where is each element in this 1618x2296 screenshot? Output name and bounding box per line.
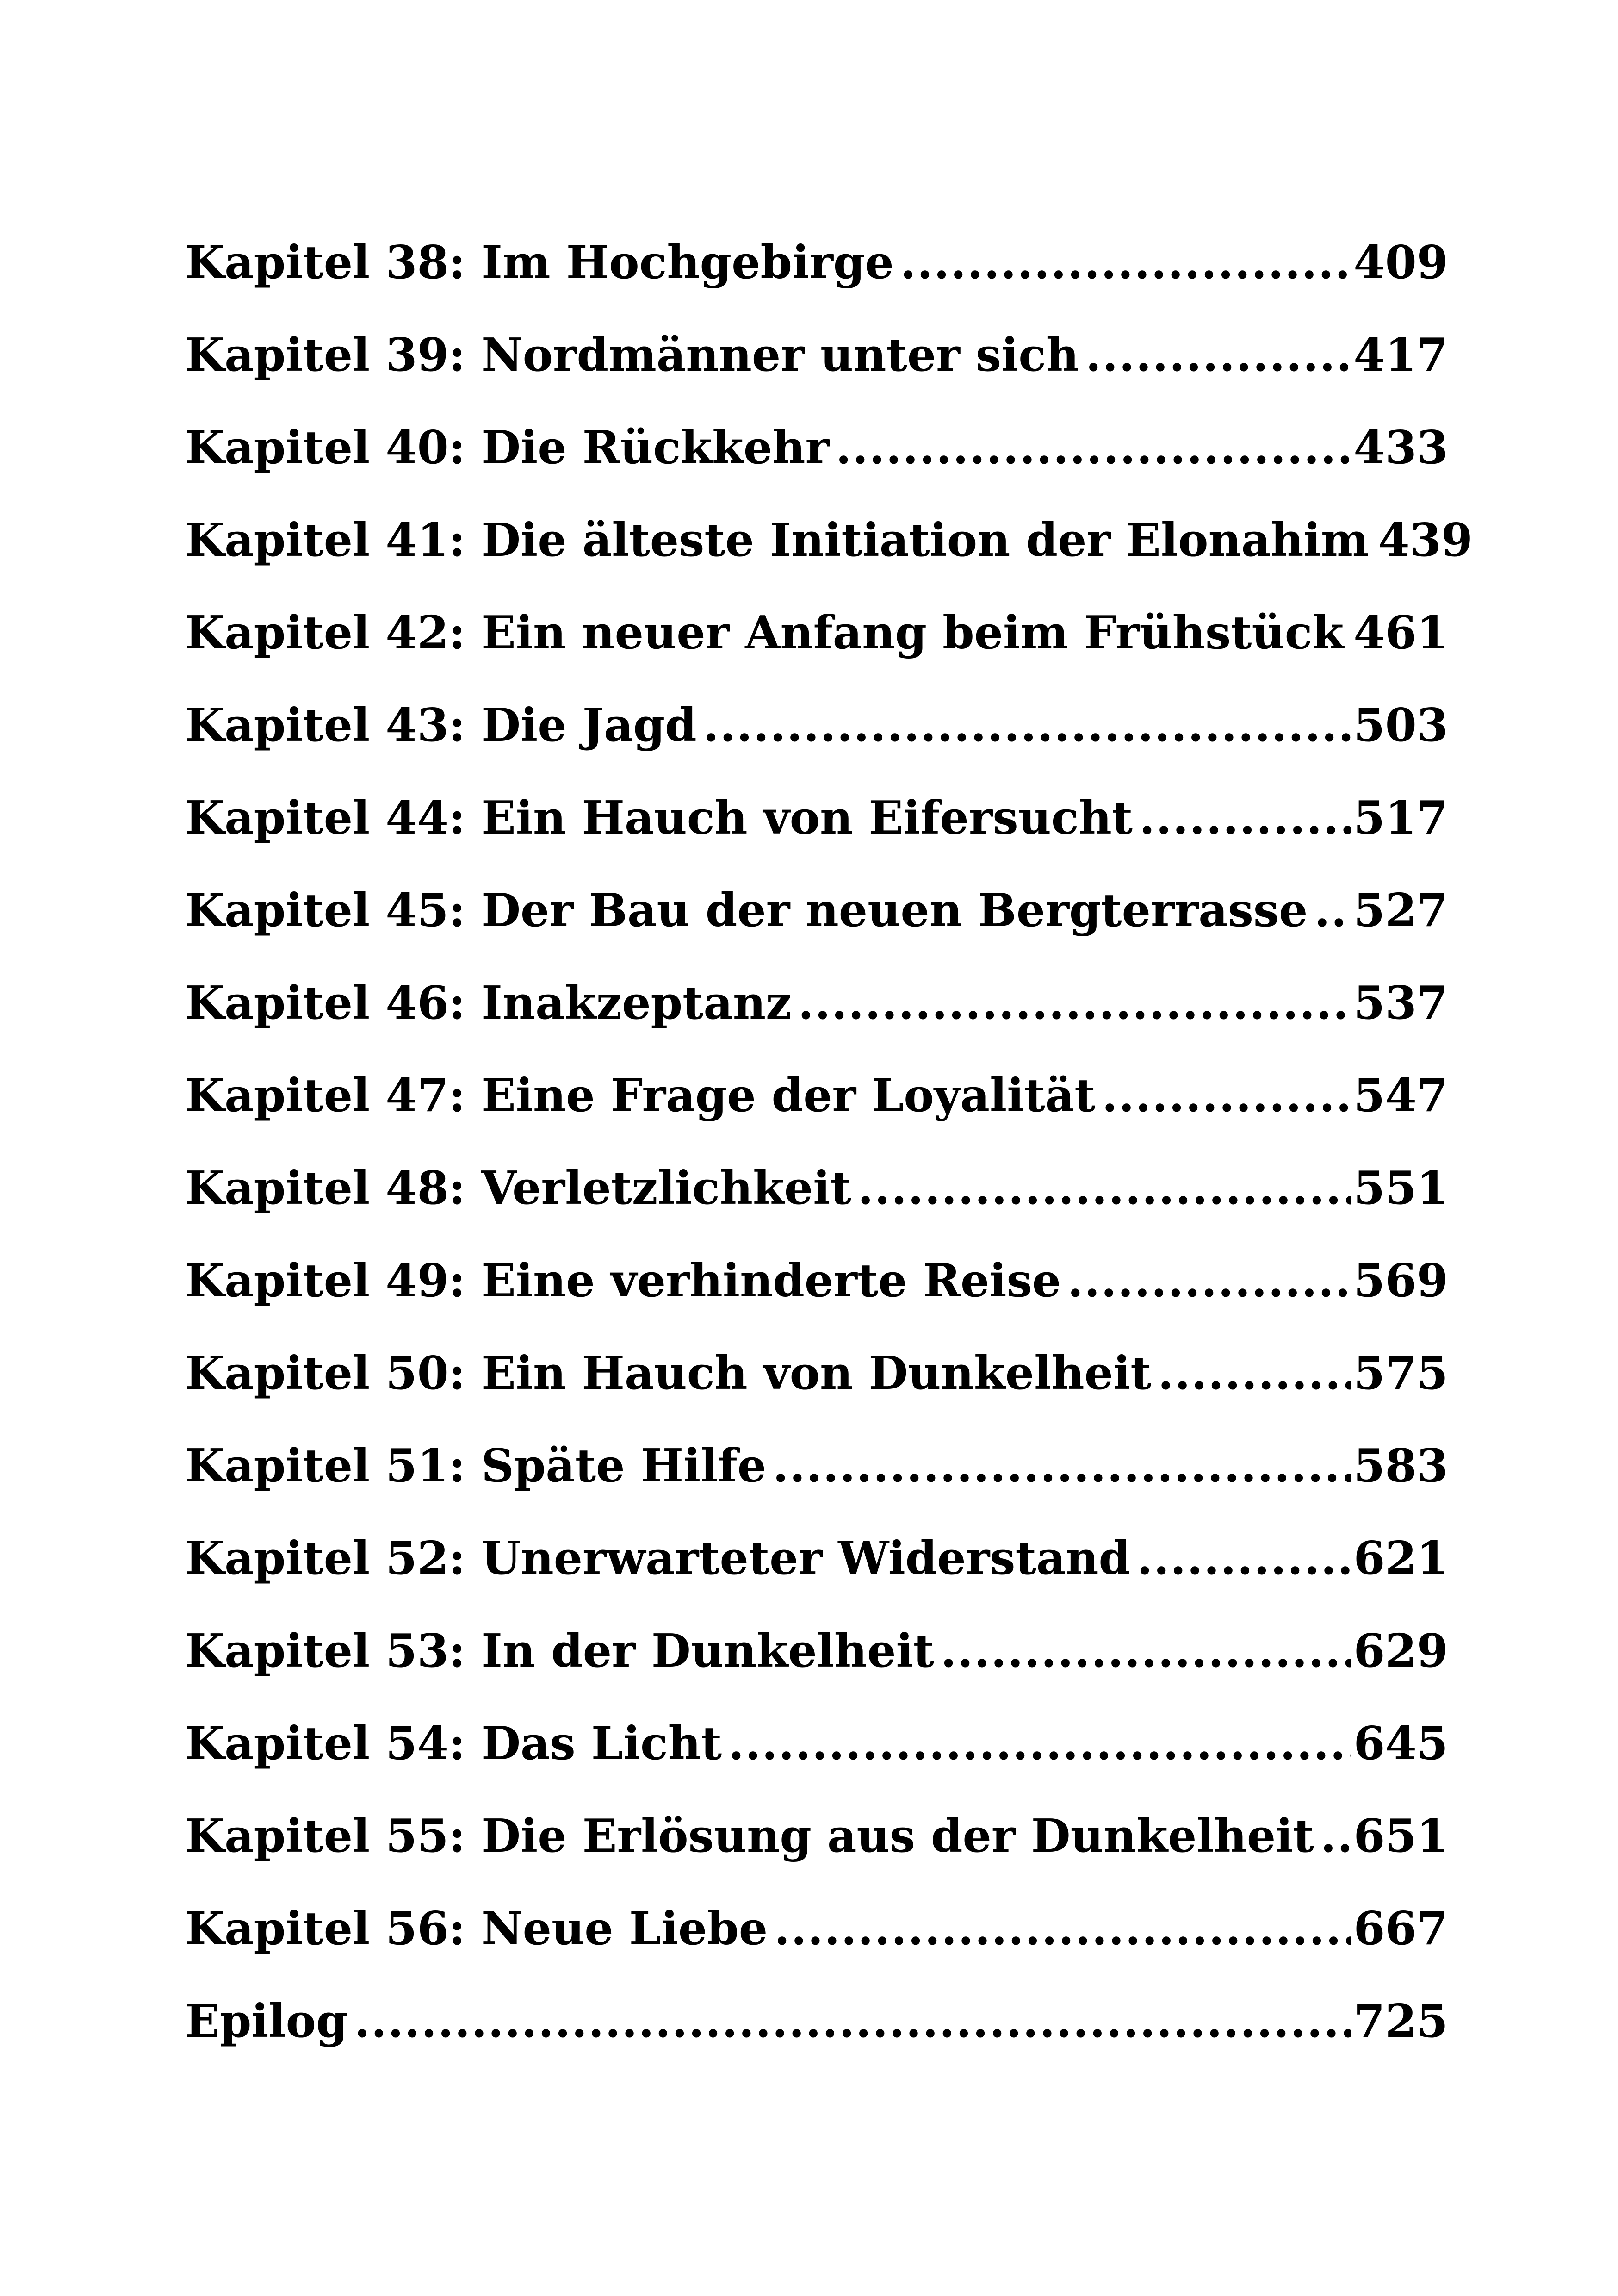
toc-entry[interactable]	[185, 1810, 1448, 1902]
toc-entry-title: Kapitel 40: Die Rückkehr	[185, 421, 830, 474]
toc-entry[interactable]	[185, 421, 1448, 514]
toc-entry-page: 583	[1353, 1439, 1448, 1493]
dot-leader	[354, 1995, 1351, 2048]
dot-leader	[703, 699, 1351, 752]
toc-entry[interactable]	[185, 1162, 1448, 1254]
toc-entry-title: Kapitel 51: Späte Hilfe	[185, 1439, 767, 1493]
toc-entry-page: 503	[1353, 699, 1448, 752]
toc-entry[interactable]	[185, 606, 1448, 699]
toc-entry-title: Kapitel 54: Das Licht	[185, 1717, 722, 1770]
toc-entry-page: 517	[1353, 791, 1448, 845]
toc-entry-page: 461	[1353, 606, 1448, 660]
toc-entry-page: 667	[1353, 1902, 1448, 1955]
toc-entry[interactable]	[185, 1254, 1448, 1347]
dot-leader	[941, 1624, 1351, 1678]
toc-entry[interactable]	[185, 1439, 1448, 1532]
dot-leader	[798, 977, 1351, 1030]
toc-entry[interactable]	[185, 1069, 1448, 1162]
toc-entry-title: Kapitel 50: Ein Hauch von Dunkelheit	[185, 1347, 1152, 1400]
toc-entry[interactable]	[185, 791, 1448, 884]
toc-entry-page: 725	[1353, 1995, 1448, 2048]
dot-leader	[1350, 606, 1351, 660]
toc-entry-page: 547	[1353, 1069, 1448, 1122]
toc-entry[interactable]	[185, 1347, 1448, 1439]
dot-leader	[900, 236, 1351, 289]
dot-leader	[774, 1902, 1351, 1955]
dot-leader	[1314, 884, 1351, 937]
dot-leader	[1139, 791, 1351, 845]
dot-leader	[773, 1439, 1351, 1493]
dot-leader	[1102, 1069, 1351, 1122]
toc-entry-title: Kapitel 46: Inakzeptanz	[185, 977, 792, 1030]
toc-entry-title: Kapitel 45: Der Bau der neuen Bergterrasse	[185, 884, 1308, 937]
dot-leader	[1067, 1254, 1351, 1307]
toc-entry[interactable]	[185, 329, 1448, 421]
toc-entry[interactable]	[185, 1902, 1448, 1995]
toc-entry-title: Kapitel 49: Eine verhinderte Reise	[185, 1254, 1061, 1307]
toc-entry-title: Kapitel 55: Die Erlösung aus der Dunkelheit	[185, 1810, 1314, 1863]
toc-entry-page: 417	[1353, 329, 1448, 382]
toc-entry-page: 569	[1353, 1254, 1448, 1307]
table-of-contents	[185, 236, 1473, 2087]
toc-entry[interactable]	[185, 977, 1448, 1069]
toc-entry-title: Kapitel 48: Verletzlichkeit	[185, 1162, 851, 1215]
toc-entry-page: 651	[1353, 1810, 1448, 1863]
toc-entry-page: 409	[1353, 236, 1448, 289]
toc-entry[interactable]	[185, 699, 1448, 791]
toc-entry-title: Kapitel 41: Die älteste Initiation der Elonahim	[185, 514, 1369, 567]
toc-entry-page: 551	[1353, 1162, 1448, 1215]
toc-entry[interactable]	[185, 236, 1448, 329]
toc-entry-page: 527	[1353, 884, 1448, 937]
toc-entry-page: 433	[1353, 421, 1448, 474]
dot-leader	[1085, 329, 1351, 382]
toc-entry[interactable]	[185, 1995, 1448, 2087]
toc-entry-page: 439	[1378, 514, 1473, 567]
toc-entry-title: Kapitel 44: Ein Hauch von Eifersucht	[185, 791, 1133, 845]
toc-entry[interactable]	[185, 1532, 1448, 1624]
toc-entry[interactable]	[185, 514, 1473, 606]
dot-leader	[1320, 1810, 1351, 1863]
toc-entry-title: Epilog	[185, 1995, 348, 2048]
dot-leader	[1137, 1532, 1351, 1585]
dot-leader	[1158, 1347, 1351, 1400]
toc-entry-title: Kapitel 53: In der Dunkelheit	[185, 1624, 934, 1678]
dot-leader	[858, 1162, 1351, 1215]
toc-entry-title: Kapitel 56: Neue Liebe	[185, 1902, 768, 1955]
dot-leader	[836, 421, 1351, 474]
toc-entry-page: 621	[1353, 1532, 1448, 1585]
toc-entry[interactable]	[185, 884, 1448, 977]
dot-leader	[728, 1717, 1351, 1770]
toc-entry-page: 575	[1353, 1347, 1448, 1400]
toc-entry-page: 645	[1353, 1717, 1448, 1770]
toc-entry-title: Kapitel 38: Im Hochgebirge	[185, 236, 894, 289]
toc-entry-title: Kapitel 47: Eine Frage der Loyalität	[185, 1069, 1096, 1122]
toc-entry-page: 537	[1353, 977, 1448, 1030]
toc-entry-title: Kapitel 43: Die Jagd	[185, 699, 697, 752]
toc-entry[interactable]	[185, 1717, 1448, 1810]
toc-entry-page: 629	[1353, 1624, 1448, 1678]
toc-entry[interactable]	[185, 1624, 1448, 1717]
toc-entry-title: Kapitel 42: Ein neuer Anfang beim Frühstück	[185, 606, 1344, 660]
toc-entry-title: Kapitel 52: Unerwarteter Widerstand	[185, 1532, 1131, 1585]
toc-entry-title: Kapitel 39: Nordmänner unter sich	[185, 329, 1079, 382]
